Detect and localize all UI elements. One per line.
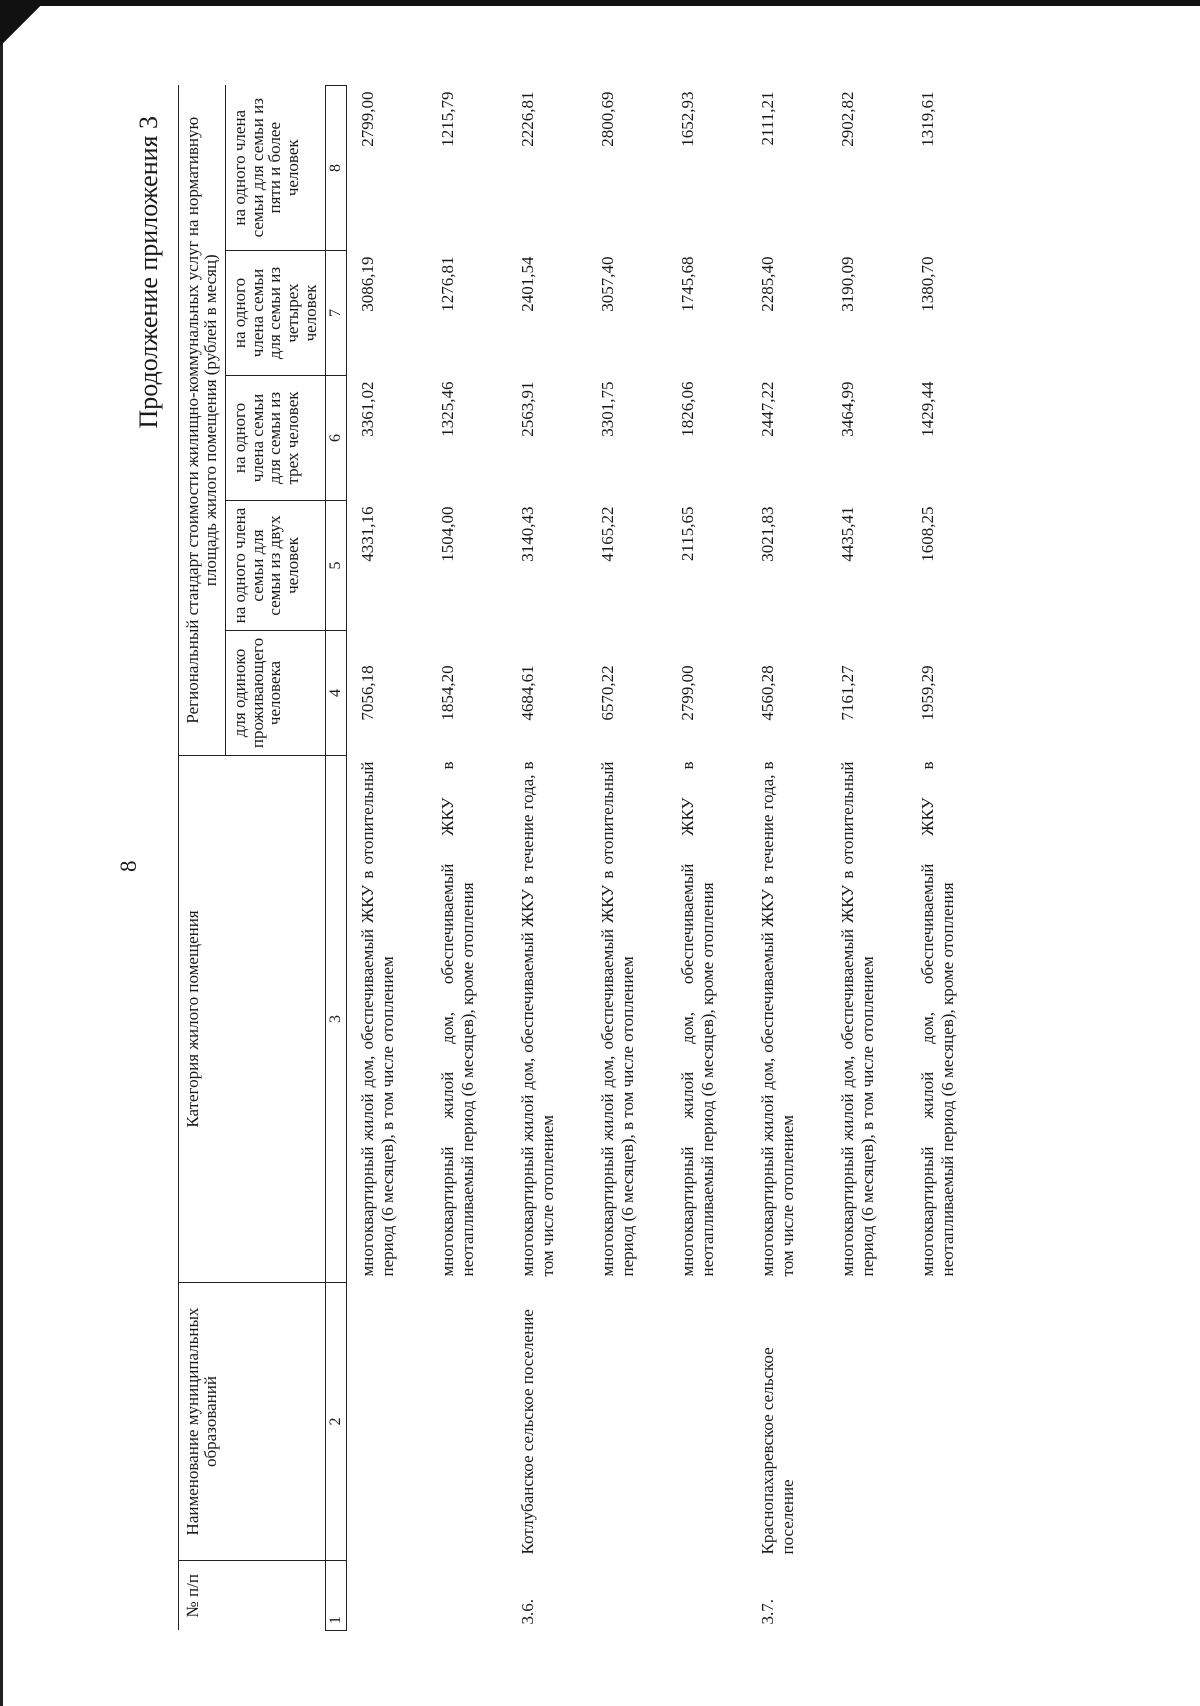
municipality-name	[593, 1283, 673, 1561]
housing-category: многоквартирный жилой дом, обеспечиваемый ЖКУ в отопительный период (6 месяцев), в том числе отоплением	[837, 761, 878, 1277]
municipality-name	[433, 1283, 513, 1561]
value-family-3: 1429,44	[917, 381, 937, 437]
table-row	[433, 85, 513, 1630]
municipality-name	[833, 1283, 913, 1561]
column-number: 2	[325, 1283, 346, 1561]
value-family-5plus: 2111,21	[757, 91, 777, 146]
housing-category: многоквартирный жилой дом, обеспечиваемый ЖКУ в отопительный период (6 месяцев), в том числе отоплением	[357, 761, 398, 1277]
table-row	[353, 85, 433, 1630]
table-row	[513, 85, 593, 1630]
value-family-3: 2447,22	[757, 381, 777, 437]
header-row-number: № п/п	[179, 1561, 326, 1631]
value-family-4: 1276,81	[437, 256, 457, 312]
value-family-3: 3301,75	[597, 381, 617, 437]
value-family-5plus: 2800,69	[597, 91, 617, 147]
value-single: 4684,61	[517, 665, 537, 721]
row-number	[353, 1561, 433, 1631]
column-number: 3	[325, 756, 346, 1283]
value-single: 1959,29	[917, 665, 937, 721]
value-family-4: 1380,70	[917, 256, 937, 312]
value-family-4: 3190,09	[837, 256, 857, 312]
value-family-4: 1745,68	[677, 256, 697, 312]
value-single: 4560,28	[757, 665, 777, 721]
municipality-name: Котлубанское сельское поселение	[517, 1309, 537, 1555]
row-number	[833, 1561, 913, 1631]
housing-category: многоквартирный жилой дом, обеспечиваемый ЖКУ в неотапливаемый период (6 месяцев), кроме отопления	[677, 761, 718, 1277]
housing-category: многоквартирный жилой дом, обеспечиваемый ЖКУ в течение года, в том числе отоплением	[517, 761, 558, 1277]
value-family-3: 3464,99	[837, 381, 857, 437]
value-family-5plus: 1215,79	[437, 91, 457, 147]
value-family-2: 1504,00	[437, 506, 457, 562]
column-number: 8	[325, 85, 346, 250]
row-number	[913, 1561, 993, 1631]
page-number: 8	[116, 860, 141, 872]
header-single: для одиноко проживающего человека	[225, 631, 325, 756]
municipality-name	[353, 1283, 433, 1561]
value-family-2: 1608,25	[917, 506, 937, 562]
column-number: 7	[325, 251, 346, 376]
value-family-3: 2563,91	[517, 381, 537, 437]
row-number: 3.6.	[517, 1599, 537, 1625]
column-number: 6	[325, 376, 346, 501]
housing-category: многоквартирный жилой дом, обеспечиваемый ЖКУ в неотапливаемый период (6 месяцев), кроме отопления	[917, 761, 958, 1277]
column-number-row	[325, 85, 346, 1630]
municipality-name: Краснопахаревское сельское поселение	[757, 1347, 797, 1555]
municipality-name	[673, 1283, 753, 1561]
housing-category: многоквартирный жилой дом, обеспечиваемый ЖКУ в неотапливаемый период (6 месяцев), кроме отопления	[437, 761, 478, 1277]
value-single: 6570,22	[597, 665, 617, 721]
value-family-5plus: 2799,00	[357, 91, 377, 147]
value-family-5plus: 1319,61	[917, 91, 937, 147]
value-single: 7056,18	[357, 665, 377, 721]
value-family-2: 4331,16	[357, 506, 377, 562]
value-family-4: 2285,40	[757, 256, 777, 312]
value-family-4: 2401,54	[517, 256, 537, 312]
standards-table	[178, 85, 993, 1631]
value-family-4: 3086,19	[357, 256, 377, 312]
header-row	[179, 85, 226, 1630]
header-regional-standard: Региональный стандарт стоимости жилищно-коммунальных услуг на нормативную площадь жилого помещения (рублей в месяц)	[179, 85, 226, 755]
table-row	[913, 85, 993, 1630]
value-family-2: 3021,83	[757, 506, 777, 562]
value-family-2: 2115,65	[677, 506, 697, 562]
header-family-4: на одного члена семьи для семьи из четырех человек	[225, 251, 325, 376]
header-family-5plus: на одного члена семьи для семьи из пяти и более человек	[225, 85, 325, 250]
table-row	[673, 85, 753, 1630]
column-number: 1	[325, 1561, 346, 1631]
column-number: 5	[325, 501, 346, 631]
value-family-5plus: 1652,93	[677, 91, 697, 147]
value-family-5plus: 2902,82	[837, 91, 857, 147]
value-family-3: 1325,46	[437, 381, 457, 437]
table-row	[753, 85, 833, 1630]
table-row	[833, 85, 913, 1630]
value-family-4: 3057,40	[597, 256, 617, 312]
value-family-3: 1826,06	[677, 381, 697, 437]
row-number	[433, 1561, 513, 1631]
housing-category: многоквартирный жилой дом, обеспечиваемый ЖКУ в течение года, в том числе отоплением	[757, 761, 798, 1277]
appendix-title: Продолжение приложения 3	[134, 116, 163, 429]
value-family-2: 4435,41	[837, 506, 857, 562]
table-row	[593, 85, 673, 1630]
housing-category: многоквартирный жилой дом, обеспечиваемый ЖКУ в отопительный период (6 месяцев), в том числе отоплением	[597, 761, 638, 1277]
value-single: 2799,00	[677, 665, 697, 721]
header-family-3: на одного члена семьи для семьи из трех человек	[225, 376, 325, 501]
municipality-name	[913, 1283, 993, 1561]
row-number	[673, 1561, 753, 1631]
value-family-2: 4165,22	[597, 506, 617, 562]
value-family-2: 3140,43	[517, 506, 537, 562]
header-category: Категория жилого помещения	[179, 756, 326, 1283]
column-number: 4	[325, 631, 346, 756]
header-municipality: Наименование муниципальных образований	[179, 1283, 326, 1561]
row-number	[593, 1561, 673, 1631]
value-single: 1854,20	[437, 665, 457, 721]
value-single: 7161,27	[837, 665, 857, 721]
value-family-3: 3361,02	[357, 381, 377, 437]
header-family-2: на одного члена семьи для семьи из двух человек	[225, 501, 325, 631]
row-number: 3.7.	[757, 1599, 777, 1625]
value-family-5plus: 2226,81	[517, 91, 537, 147]
